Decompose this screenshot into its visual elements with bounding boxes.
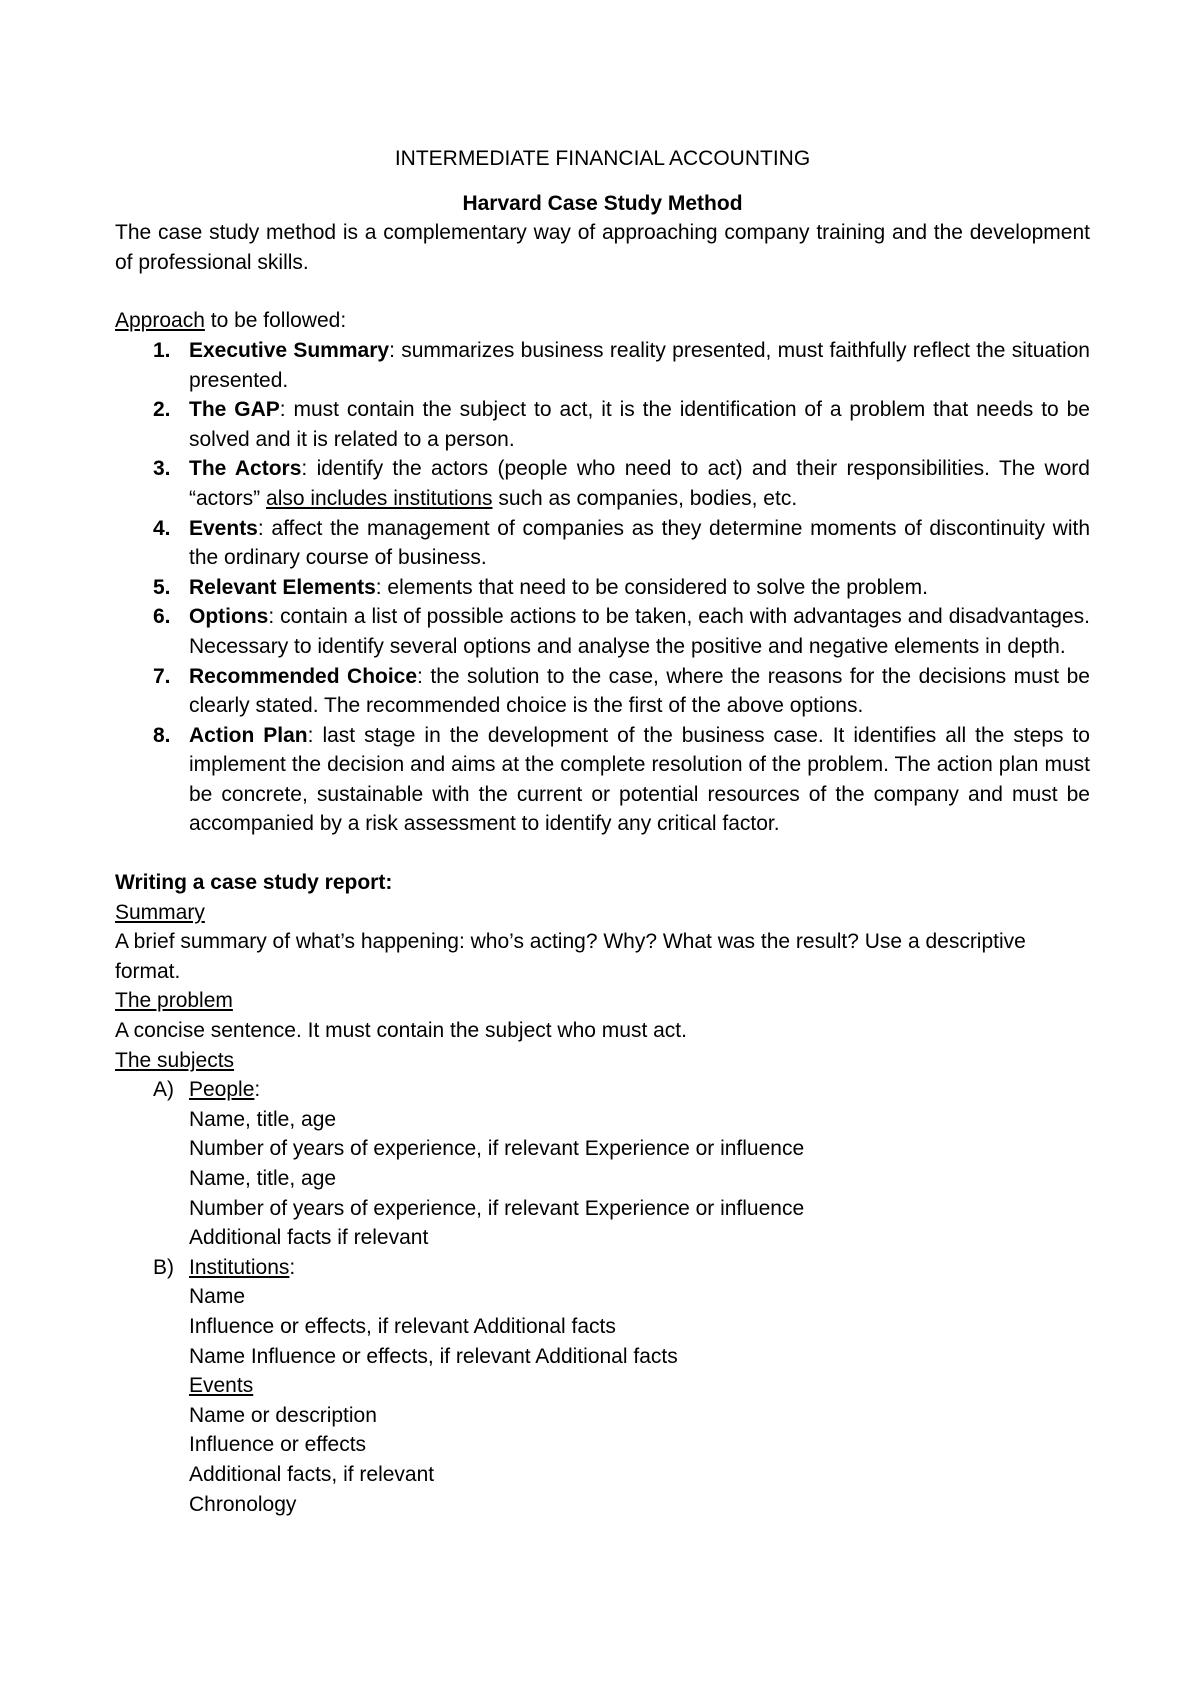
approach-steps-list — [115, 336, 1090, 839]
summary-label: Summary — [115, 900, 205, 924]
step-number: 5. — [153, 575, 171, 599]
report-heading: Writing a case study report: — [115, 871, 393, 895]
events-line: Additional facts, if relevant — [189, 1462, 435, 1486]
step-text: : affect the management of companies as they determine moments of discontinuity with the ordinary course of business. — [189, 516, 1090, 570]
step-number: 3. — [153, 457, 171, 481]
step-number: 1. — [153, 338, 171, 362]
list-item — [115, 662, 1090, 721]
institutions-line: Name Influence or effects, if relevant Additional facts — [189, 1344, 678, 1368]
step-term: Events — [189, 516, 258, 540]
step-text: : summarizes business reality presented, must faithfully reflect the situation presented. — [189, 338, 1090, 392]
people-colon: : — [254, 1078, 261, 1102]
step-term: Relevant Elements — [189, 575, 376, 599]
events-line: Influence or effects — [189, 1433, 367, 1457]
summary-heading — [115, 898, 1090, 928]
step-number: 4. — [153, 516, 171, 540]
list-item — [115, 602, 1090, 661]
approach-label: Approach — [115, 309, 205, 333]
step-term: The Actors — [189, 457, 302, 481]
summary-text: A brief summary of what’s happening: who’s acting? Why? What was the result? Use a descriptive format. — [115, 930, 1026, 983]
people-line: Number of years of experience, if relevant Experience or influence — [189, 1196, 805, 1220]
people-label: People — [189, 1078, 255, 1102]
problem-heading — [115, 986, 1090, 1016]
events-line: Name or description — [189, 1403, 377, 1427]
people-letter: A) — [153, 1078, 174, 1102]
method-title: Harvard Case Study Method — [462, 191, 743, 215]
people-line: Name, title, age — [189, 1107, 337, 1131]
institutions-label: Institutions — [189, 1255, 290, 1279]
step-number: 2. — [153, 398, 171, 422]
events-line: Chronology — [189, 1492, 297, 1516]
step-text-end: such as companies, bodies, etc. — [492, 486, 798, 510]
list-item — [115, 721, 1090, 839]
step-text: : the solution to the case, where the reasons for the decisions must be clearly stated. The recommended choice is the first of the above options. — [189, 664, 1090, 718]
document-body — [115, 144, 1090, 1519]
step-text: : must contain the subject to act, it is the identification of a problem that needs to be solved and it is related to a person. — [189, 398, 1090, 451]
step-term: Action Plan — [189, 723, 308, 747]
people-line: Number of years of experience, if relevant Experience or influence — [189, 1137, 805, 1161]
step-term: The GAP — [189, 398, 280, 422]
step-term: Recommended Choice — [189, 664, 418, 688]
step-text: : elements that need to be considered to solve the problem. — [375, 575, 928, 599]
people-line: Additional facts if relevant — [189, 1226, 429, 1250]
institutions-heading — [115, 1253, 1090, 1283]
step-underlined-text: also includes institutions — [266, 486, 493, 510]
subjects-heading — [115, 1046, 1090, 1076]
institutions-line: Name — [189, 1285, 246, 1309]
list-item — [115, 454, 1090, 513]
step-text: : last stage in the development of the business case. It identifies all the steps to implement the decision and aims at the complete resolution of the problem. The action plan must be concrete, sustainable with the current or potential resources of the company and must be accompanied by a risk assessment to identify any critical factor. — [189, 723, 1090, 836]
spacer — [115, 839, 1090, 868]
course-title: INTERMEDIATE FINANCIAL ACCOUNTING — [394, 147, 811, 170]
institutions-colon: : — [289, 1255, 296, 1279]
list-item — [115, 395, 1090, 454]
people-heading — [115, 1075, 1090, 1105]
approach-suffix: to be followed: — [204, 309, 347, 333]
approach-line — [115, 306, 1090, 336]
list-item — [115, 573, 1090, 603]
step-number: 7. — [153, 664, 171, 688]
institutions-line: Influence or effects, if relevant Additional facts — [189, 1314, 616, 1338]
step-number: 6. — [153, 605, 171, 629]
spacer — [115, 277, 1090, 306]
events-heading — [115, 1371, 1090, 1401]
step-term: Options — [189, 605, 269, 629]
events-label: Events — [189, 1374, 254, 1398]
people-line: Name, title, age — [189, 1167, 337, 1190]
list-item — [115, 514, 1090, 573]
problem-text: A concise sentence. It must contain the subject who must act. — [115, 1019, 687, 1043]
step-text: : identify the actors (people who need to act) and their responsibilities. The word “actors” — [189, 457, 1090, 510]
problem-label: The problem — [115, 989, 233, 1013]
institutions-letter: B) — [153, 1255, 174, 1279]
step-text: : contain a list of possible actions to be taken, each with advantages and disadvantages. Necessary to identify several options and analyse the positive and negative elements in depth. — [189, 605, 1090, 658]
step-term: Executive Summary — [189, 338, 390, 362]
step-number: 8. — [153, 723, 171, 747]
subjects-label: The subjects — [115, 1048, 235, 1072]
intro-paragraph: The case study method is a complementary way of approaching company training and the development of professional skills. — [115, 221, 1090, 274]
list-item — [115, 336, 1090, 395]
